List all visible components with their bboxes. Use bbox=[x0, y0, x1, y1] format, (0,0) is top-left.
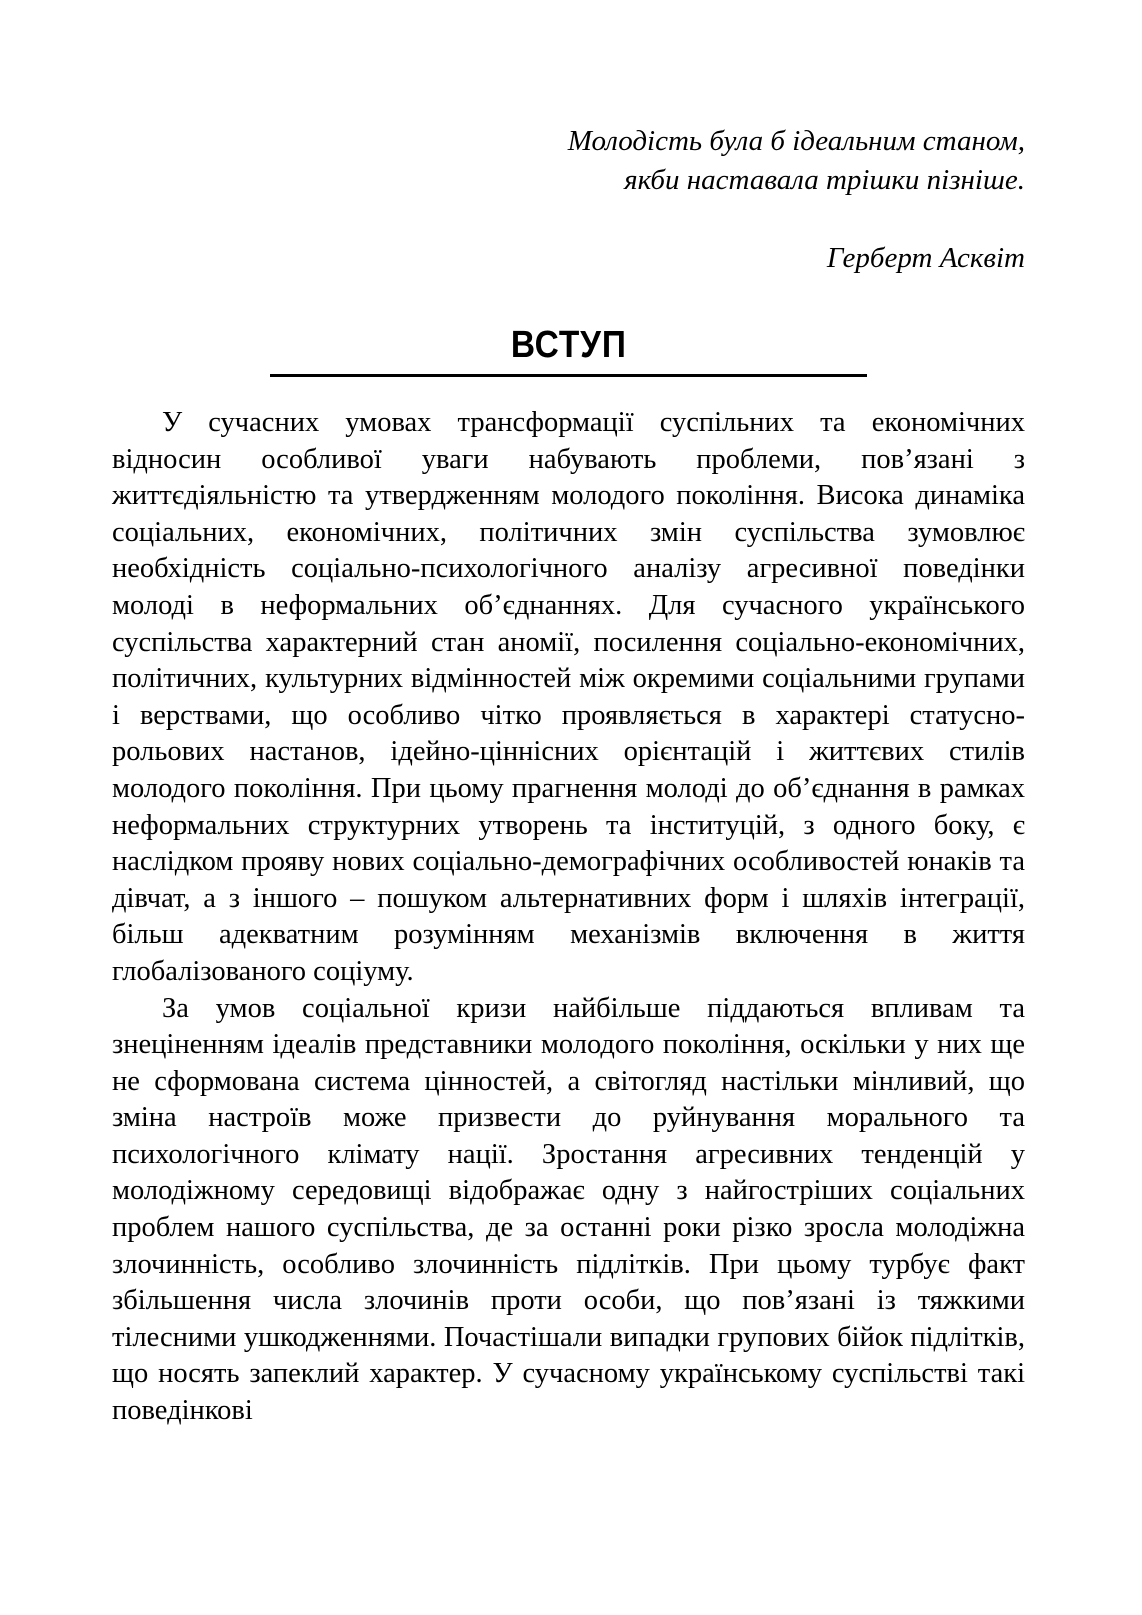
paragraph-1: У сучасних умовах трансформації суспільних та економічних відносин особливої уваги набувають проблеми, пов’язані з життєдіяльністю та утвердженням молодого покоління. Висока динаміка соціальних, економічних, політичних змін суспільства зумовлює необхідність соціально-психологічного аналізу агресивної поведінки молоді в неформальних об’єднаннях. Для сучасного українського суспільства характерний стан аномії, посилення соціально-економічних, політичних, культурних відмінностей між окремими соціальними групами і верствами, що особливо чітко проявляється в характері статусно-рольових настанов, ідейно-ціннісних орієнтацій і життєвих стилів молодого покоління. При цьому прагнення молоді до об’єднання в рамках неформальних структурних утворень та інституцій, з одного боку, є наслідком прояву нових соціально-демографічних особливостей юнаків та дівчат, а з іншого – пошуком альтернативних форм і шляхів інтеграції, більш адекватним розумінням механізмів включення в життя глобалізованого соціуму. bbox=[112, 407, 1025, 987]
body-text bbox=[112, 405, 1025, 1430]
epigraph-line-1: Молодість була б ідеальним станом, bbox=[567, 125, 1025, 157]
paragraph-2: За умов соціальної кризи найбільше піддаються впливам та знеціненням ідеалів представники молодого покоління, оскільки у них ще не сформована система цінностей, а світогляд настільки мінливий, що зміна настроїв може призвести до руйнування морального та психологічного клімату нації. Зростання агресивних тенденцій у молодіжному середовищі відображає одну з найгостріших соціальних проблем нашого суспільства, де за останні роки різко зросла молодіжна злочинність, особливо злочинність підлітків. При цьому турбує факт збільшення числа злочинів проти особи, що пов’язані із тяжкими тілесними ушкодженнями. Почастішали випадки групових бійок підлітків, що носять запеклий характер. У сучасному українському суспільстві такі поведінкові bbox=[112, 992, 1025, 1427]
epigraph-line-2: якби наставала трішки пізніше. bbox=[624, 164, 1025, 196]
title-underline-rule bbox=[270, 374, 867, 377]
epigraph bbox=[112, 122, 1025, 200]
section-title: ВСТУП bbox=[510, 324, 627, 366]
epigraph-attribution: Герберт Асквіт bbox=[826, 242, 1025, 274]
section-heading bbox=[112, 322, 1025, 368]
